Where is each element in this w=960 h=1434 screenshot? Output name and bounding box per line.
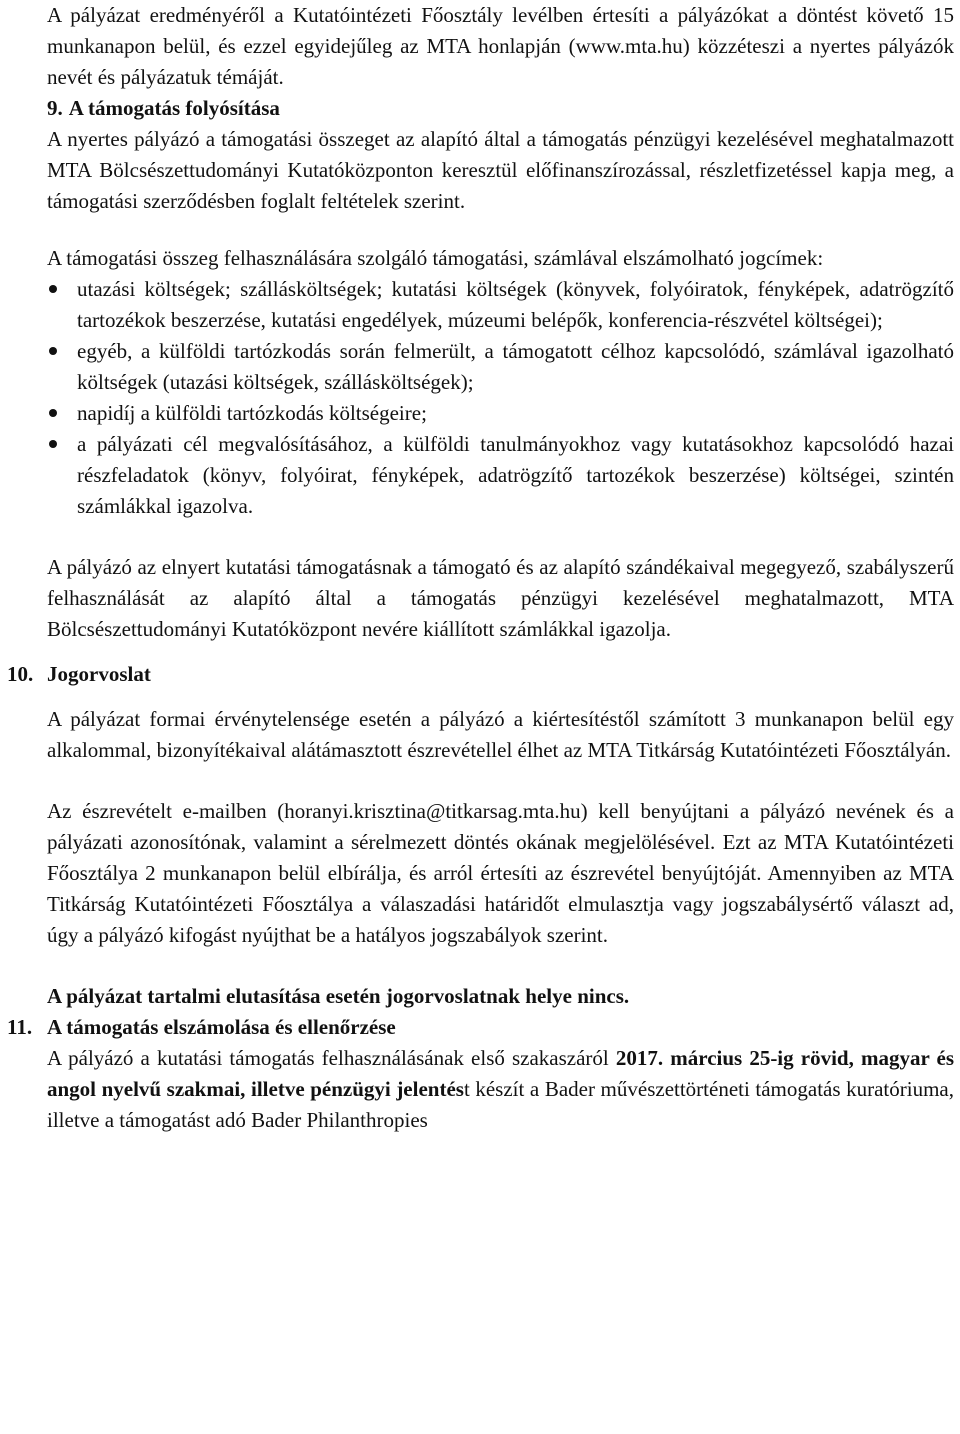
section-10-heading xyxy=(7,659,954,690)
section-9-paragraph-2: A támogatási összeg felhasználására szolgáló támogatási, számlával elszámolható jogcímek: xyxy=(47,246,824,270)
section-10-title: Jogorvoslat xyxy=(47,662,151,686)
section-11-deadline: 2017. március 25-ig rövid, magyar és angol nyelvű szakmai, illetve pénzügyi jelentés xyxy=(47,1046,955,1101)
section-9-paragraph-1: A nyertes pályázó a támogatási összeget az alapító által a támogatás pénzügyi kezelésével meghatalmazott MTA Bölcsészettudományi Kutatóközponton keresztül előfinanszírozással, részletfizetéssel kapja meg, a támogatási szerződésben foglalt feltételek szerint. xyxy=(47,127,954,213)
expense-list xyxy=(47,274,954,522)
list-item: utazási költségek; szállásköltségek; kutatási költségek (könyvek, folyóiratok, fényképek, adatrögzítő tartozékok beszerzése, kutatási engedélyek, múzeumi belépők, konferencia-részvétel költségei); xyxy=(47,274,954,336)
section-9-number: 9. xyxy=(47,96,63,120)
section-10-paragraph-1: A pályázat formai érvénytelensége esetén a pályázó a kiértesítéstől számított 3 munkanapon belül egy alkalommal, bizonyítékaival alátámasztott észrevétellel élhet az MTA Titkárság Kutatóintézeti Főosztályán. xyxy=(47,707,954,762)
section-11-number: 11. xyxy=(7,1015,33,1039)
section-11-text-c: t készít a Bader művészettörténeti támogatás kuratóriuma, illetve a támogatást adó Bader Philanthropies xyxy=(47,1077,954,1132)
section-11-text-a: A pályázó a kutatási támogatás felhasználásának első szakaszáról xyxy=(47,1046,616,1070)
section-11-paragraph-1 xyxy=(47,1043,954,1136)
list-item: a pályázati cél megvalósításához, a külföldi tanulmányokhoz vagy kutatásokhoz kapcsolódó hazai részfeladatok (könyv, folyóirat, fényképek, adatrögzítő tartozékok beszerzése) költségei, szintén számlákkal igazolva. xyxy=(47,429,954,522)
section-11-title: A támogatás elszámolása és ellenőrzése xyxy=(47,1015,396,1039)
list-item: egyéb, a külföldi tartózkodás során felmerült, a támogatott célhoz kapcsolódó, számlával igazolható költségek (utazási költségek, szállásköltségek); xyxy=(47,336,954,398)
section-10-number: 10. xyxy=(7,662,34,686)
section-11-heading xyxy=(7,1012,954,1043)
section-9-heading xyxy=(47,93,954,124)
list-item: napidíj a külföldi tartózkodás költségeire; xyxy=(47,398,954,429)
intro-paragraph: A pályázat eredményéről a Kutatóintézeti Főosztály levélben értesíti a pályázókat a döntést követő 15 munkanapon belül, és ezzel egyidejűleg az MTA honlapján (www.mta.hu) közzéteszi a nyertes pályázók nevét és pályázatuk témáját. xyxy=(47,3,954,89)
section-9-paragraph-3: A pályázó az elnyert kutatási támogatásnak a támogató és az alapító szándékaival megegyező, szabályszerű felhasználását az alapító által a támogatás pénzügyi kezelésével meghatalmazott, MTA Bölcsészettudományi Kutatóközpont nevére kiállított számlákkal igazolja. xyxy=(47,555,954,641)
section-10-paragraph-2: Az észrevételt e-mailben (horanyi.krisztina@titkarsag.mta.hu) kell benyújtani a pályázó nevének és a pályázati azonosítónak, valamint a sérelmezett döntés okának megjelölésével. Ezt az MTA Kutatóintézeti Főosztálya 2 munkanapon belül elbírálja, és arról értesíti az észrevétel benyújtóját. Amennyiben az MTA Titkárság Kutatóintézeti Főosztálya a válaszadási határidőt elmulasztja vagy jogszabálysértő választ ad, úgy a pályázó kifogást nyújthat be a hatályos jogszabályok szerint. xyxy=(47,799,954,947)
section-10-paragraph-3: A pályázat tartalmi elutasítása esetén jogorvoslatnak helye nincs. xyxy=(47,984,630,1008)
section-9-title: A támogatás folyósítása xyxy=(68,96,280,120)
